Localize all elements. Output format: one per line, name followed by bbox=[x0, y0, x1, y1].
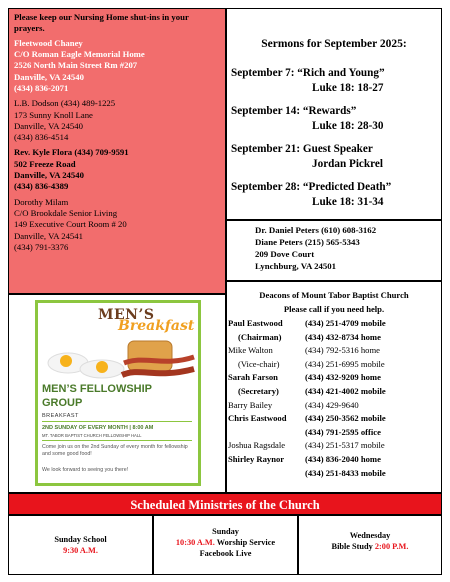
deacon-phone: (434) 432-8734 home bbox=[305, 331, 381, 342]
table-row bbox=[228, 427, 386, 441]
deacon-name: (Secretary) bbox=[238, 385, 279, 396]
sermon-date: September 21: bbox=[231, 143, 301, 156]
table-row bbox=[228, 413, 386, 427]
shutin-line: Fleetwood Chaney bbox=[14, 37, 83, 48]
sunday-school-label: Sunday School bbox=[54, 535, 107, 544]
sermon-item bbox=[231, 142, 441, 171]
wednesday-day: Wednesday bbox=[349, 531, 391, 540]
deacons-subheading: Please call if you need help. bbox=[283, 304, 385, 314]
sermon-text: Guest Speaker bbox=[302, 143, 373, 156]
deacons-heading: Deacons of Mount Tabor Baptist Church bbox=[259, 290, 409, 300]
deacon-phone: (434) 251-8433 mobile bbox=[305, 467, 386, 478]
shutin-line: 149 Executive Court Room # 20 bbox=[14, 219, 127, 230]
deacon-phone: (434) 251-5317 mobile bbox=[305, 440, 385, 451]
flyer-title bbox=[42, 383, 152, 411]
flyer-title-line: MEN’S FELLOWSHIP bbox=[42, 383, 152, 395]
deacon-name: Shirley Raynor bbox=[228, 453, 285, 464]
sunday-worship-label: Worship Service bbox=[216, 538, 276, 548]
deacon-phone: (434) 792-5316 home bbox=[305, 345, 380, 356]
sermon-text: “Rich and Young” bbox=[297, 66, 385, 79]
deacon-name: Paul Eastwood bbox=[228, 318, 283, 328]
sunday-worship-facebook: Facebook Live bbox=[199, 549, 252, 559]
wednesday-time: 2:00 P.M. bbox=[374, 542, 409, 552]
shutin-line: 173 Sunny Knoll Lane bbox=[14, 109, 93, 120]
sunday-school-cell bbox=[8, 515, 153, 575]
table-row bbox=[228, 332, 386, 346]
sermon-item bbox=[231, 180, 441, 209]
sunday-worship-day: Sunday bbox=[212, 527, 239, 536]
shutin-entry bbox=[14, 98, 220, 143]
deacon-phone: (434) 251-6995 mobile bbox=[305, 358, 385, 369]
egg-yolk bbox=[60, 355, 72, 367]
flyer-subtitle: BREAKFAST bbox=[42, 413, 79, 419]
divider bbox=[42, 421, 192, 422]
flyer-see-you: We look forward to seeing you there! bbox=[42, 467, 129, 473]
wednesday-cell bbox=[298, 515, 442, 575]
sermons-title: Sermons for September 2025: bbox=[261, 38, 407, 50]
mens-fellowship-flyer bbox=[35, 300, 201, 486]
sermons-panel bbox=[226, 8, 442, 220]
sunday-school-time: 9:30 A.M. bbox=[63, 546, 98, 556]
shutin-entry bbox=[14, 38, 220, 95]
deacon-name: Chris Eastwood bbox=[228, 413, 287, 424]
table-row bbox=[228, 386, 386, 400]
pastor-line: Lynchburg, VA 24501 bbox=[255, 260, 337, 271]
deacon-name: Mike Walton bbox=[228, 345, 273, 356]
toast bbox=[128, 341, 172, 371]
table-row bbox=[228, 345, 386, 359]
deacon-phone: (434) 421-4002 mobile bbox=[305, 385, 386, 396]
shutins-panel bbox=[8, 8, 226, 294]
deacon-name: Sarah Farson bbox=[228, 372, 278, 383]
sermon-date: September 28: bbox=[231, 181, 301, 194]
sunday-worship-cell bbox=[153, 515, 298, 575]
table-row bbox=[228, 468, 386, 482]
sermon-ref: Luke 18: 28-30 bbox=[312, 119, 384, 132]
deacon-phone: (434) 250-3562 mobile bbox=[305, 413, 386, 424]
shutin-line: (434) 836-2071 bbox=[14, 82, 69, 93]
shutins-intro: Please keep our Nursing Home shut-ins in your prayers. bbox=[14, 12, 189, 34]
sermon-ref: Jordan Pickrel bbox=[312, 157, 383, 170]
logo-men-text: MEN’S bbox=[98, 307, 155, 323]
flyer-invite: Come join us on the 2nd Sunday of every month for fellowship and some good food! bbox=[42, 444, 188, 458]
flyer-title-line: GROUP bbox=[42, 396, 83, 409]
deacons-table bbox=[228, 318, 386, 481]
pastor-line: Dr. Daniel Peters (610) 608-3162 bbox=[255, 225, 377, 235]
egg-yolk bbox=[96, 361, 108, 373]
sermon-ref: Luke 18: 18-27 bbox=[312, 81, 384, 94]
flyer-panel bbox=[8, 294, 226, 493]
divider bbox=[42, 440, 192, 441]
deacon-phone: (434) 251-4709 mobile bbox=[305, 318, 386, 328]
shutin-line: Danville, VA 24540 bbox=[14, 120, 83, 131]
shutin-line: (434) 836-4514 bbox=[14, 132, 69, 143]
breakfast-plate-illustration bbox=[44, 333, 196, 381]
deacon-phone: (434) 836-2040 home bbox=[305, 453, 381, 464]
shutin-line: L.B. Dodson (434) 489-1225 bbox=[14, 98, 116, 109]
sermon-date: September 14: bbox=[231, 105, 301, 118]
deacon-name bbox=[228, 427, 305, 441]
deacon-phone: (434) 432-9209 home bbox=[305, 372, 381, 383]
sermon-item bbox=[231, 104, 441, 133]
shutin-line: 2526 North Main Street Rm #207 bbox=[14, 60, 138, 71]
deacon-name: (Chairman) bbox=[238, 331, 282, 342]
pastor-line: Diane Peters (215) 565-5343 bbox=[255, 236, 360, 247]
shutin-line: Danville, VA 24540 bbox=[14, 170, 84, 181]
table-row bbox=[228, 400, 386, 414]
table-row bbox=[228, 359, 386, 373]
wednesday-line bbox=[299, 541, 441, 552]
flyer-when: 2ND SUNDAY OF EVERY MONTH | 8:00 AM bbox=[42, 425, 154, 431]
sermon-date: September 7: bbox=[231, 66, 295, 79]
wednesday-label: Bible Study bbox=[331, 542, 373, 552]
sermon-item bbox=[231, 66, 441, 95]
shutin-line: Rev. Kyle Flora (434) 709-9591 bbox=[14, 147, 129, 158]
table-row bbox=[228, 372, 386, 386]
shutin-line: C/O Roman Eagle Memorial Home bbox=[14, 48, 145, 59]
pastor-line: 209 Dove Court bbox=[255, 248, 315, 259]
deacons-panel bbox=[226, 281, 442, 493]
shutin-line: (434) 791-3376 bbox=[14, 241, 69, 252]
deacon-name: Joshua Ragsdale bbox=[228, 440, 286, 451]
shutin-entry bbox=[14, 197, 220, 254]
pastor-contact bbox=[226, 220, 442, 281]
deacon-name bbox=[228, 468, 305, 482]
table-row bbox=[228, 318, 386, 332]
sunday-worship-line bbox=[154, 537, 297, 548]
table-row bbox=[228, 440, 386, 454]
sermon-text: “Rewards” bbox=[302, 105, 357, 118]
ministries-banner: Scheduled Ministries of the Church bbox=[8, 493, 442, 515]
sermon-text: “Predicted Death” bbox=[302, 181, 392, 194]
shutin-entry bbox=[14, 147, 220, 192]
table-row bbox=[228, 454, 386, 468]
flyer-location: MT. TABOR BAPTIST CHURCH FELLOWSHIP HALL bbox=[42, 433, 142, 438]
deacon-name: Barry Bailey bbox=[228, 399, 273, 410]
shutin-line: Danville, VA 24541 bbox=[14, 230, 83, 241]
shutin-line: (434) 836-4389 bbox=[14, 181, 69, 192]
deacon-phone: (434) 791-2595 office bbox=[305, 426, 381, 437]
shutin-line: 502 Freeze Road bbox=[14, 158, 76, 169]
deacon-name: (Vice-chair) bbox=[238, 358, 280, 369]
shutin-line: Danville, VA 24540 bbox=[14, 71, 84, 82]
deacon-phone: (434) 429-9640 bbox=[305, 399, 359, 410]
sermon-ref: Luke 18: 31-34 bbox=[312, 195, 384, 208]
sunday-worship-time: 10:30 A.M. bbox=[175, 538, 215, 548]
shutin-line: C/O Brookdale Senior Living bbox=[14, 208, 118, 218]
logo-breakfast-text: Breakfast bbox=[118, 318, 195, 334]
shutin-line: Dorothy Milam bbox=[14, 196, 69, 207]
